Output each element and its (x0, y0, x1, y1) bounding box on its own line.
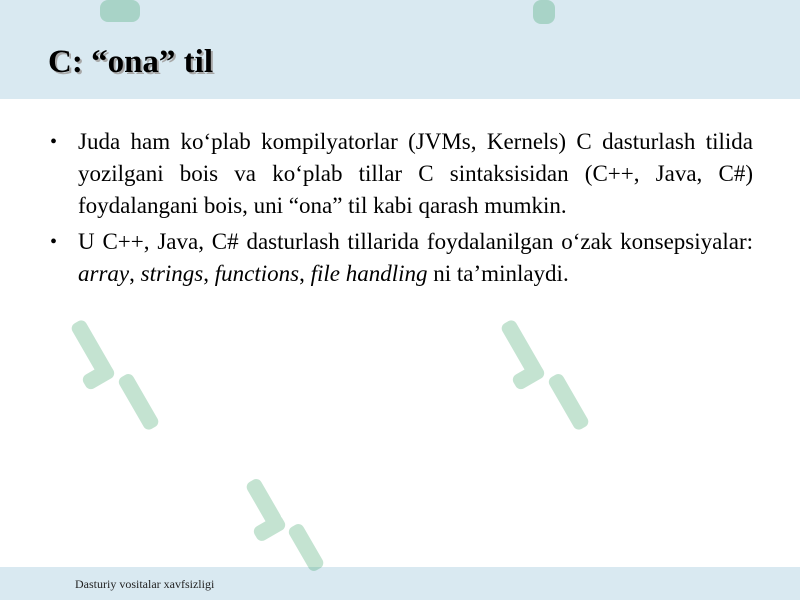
bullet-list (48, 126, 753, 294)
bullet-text: U C++, Java, C# dasturlash tillarida foydalanilgan o‘zak konsepsiyalar: (78, 229, 753, 254)
separator: , (203, 261, 215, 286)
bullet-item (48, 226, 753, 290)
footer-text: Dasturiy vositalar xavfsizligi (75, 577, 215, 591)
concept-strings: strings (140, 261, 204, 286)
bullet-text: Juda ham ko‘plab kompilyatorlar (JVMs, Kernels) C dasturlash tilida yozilgani bois va ko‘plab tillar C sintaksisidan (C++, Java, C#) foydalangani bois, uni “ona” til kabi qarash mumkin. (78, 129, 753, 218)
separator: , (299, 261, 311, 286)
separator: , (129, 261, 141, 286)
concept-array: array (78, 261, 130, 286)
watermark-logo-icon (70, 300, 160, 450)
concept-file-handling: file handling (310, 261, 428, 286)
slide-title: C: “ona” til (48, 44, 213, 80)
bullet-symbol: • (50, 231, 58, 253)
concept-functions: functions (214, 261, 300, 286)
bullet-symbol: • (50, 131, 58, 153)
watermark-logo-icon (500, 300, 590, 450)
bullet-item (48, 126, 753, 222)
bullet-text-end: ni ta’minlaydi. (427, 261, 569, 286)
